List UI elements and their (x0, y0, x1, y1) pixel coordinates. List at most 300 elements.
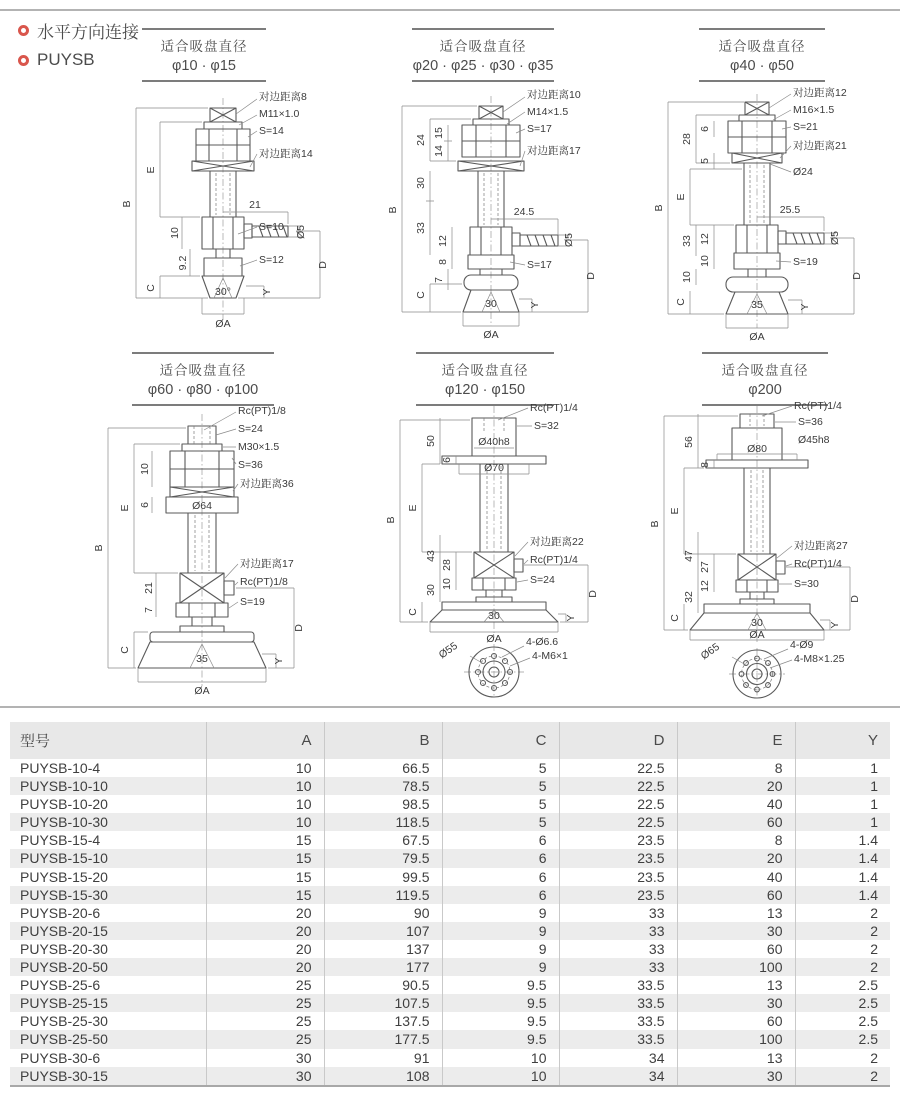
model-cell: PUYSB-15-20 (20, 868, 108, 885)
dimension-label: Rc(PT)1/8 (238, 405, 286, 417)
dimension-label: 4-M8×1.25 (794, 653, 845, 665)
table-row (10, 1030, 890, 1048)
value-cell: 1 (795, 759, 890, 777)
dimension-label: 30 (485, 298, 497, 310)
dimension-label: 对边距离21 (793, 140, 847, 152)
value-cell: 2.5 (795, 976, 890, 994)
dimension-label: Rc(PT)1/4 (794, 400, 842, 412)
fitting-outline (726, 102, 824, 314)
model-cell: PUYSB-25-50 (10, 1030, 206, 1048)
table-row (10, 813, 890, 831)
value-cell: 9 (442, 940, 559, 958)
dimension-label: Y (273, 657, 285, 665)
column-header: D (559, 722, 677, 759)
labels-layer (385, 402, 599, 662)
dimension-label: ØA (749, 331, 765, 343)
value-cell: 2 (795, 940, 890, 958)
value-cell: 22.5 (559, 759, 677, 777)
value-cell: 15 (206, 849, 324, 867)
dimension-label: S=10 (259, 221, 284, 233)
dimension-label: D (587, 590, 599, 598)
dimension-label: 6 (699, 126, 711, 132)
dimension-label: 30 (751, 617, 763, 629)
dimension-label: 12 (699, 580, 711, 592)
header-title: 适合吸盘直径 (441, 363, 529, 378)
leader-lines (769, 94, 791, 262)
model-cell: PUYSB-25-15 (10, 994, 206, 1012)
dimension-label: 对边距离14 (259, 148, 313, 160)
dimension-label: Y (829, 621, 841, 629)
value-cell: 20 (677, 849, 795, 867)
model-cell: PUYSB-15-10 (10, 849, 206, 867)
drawing-header-3 (699, 28, 825, 82)
dimension-label: 12 (437, 235, 449, 247)
value-cell: 20 (206, 958, 324, 976)
dimension-label: 对边距离17 (240, 558, 294, 570)
dimension-label: B (653, 204, 665, 212)
dimension-label: 30 (415, 177, 427, 189)
value-cell: 5 (442, 777, 559, 795)
value-cell: 6 (442, 868, 559, 886)
value-cell: 13 (677, 976, 795, 994)
value-cell: 99.5 (324, 868, 442, 886)
value-cell: 60 (677, 813, 795, 831)
dimension-label: E (145, 166, 157, 174)
dimension-label: S=14 (259, 125, 284, 137)
header-diameters: φ120 · φ150 (444, 382, 526, 398)
table-top-rule (0, 706, 900, 708)
bullet-icon (18, 55, 29, 66)
value-cell: 67.5 (324, 831, 442, 849)
dimension-label: ØA (194, 685, 210, 697)
value-cell: 30 (206, 1067, 324, 1086)
dimension-label: S=21 (793, 121, 818, 133)
technical-drawing-1 (118, 84, 368, 336)
dimension-label: S=30 (794, 578, 819, 590)
dimension-label: 25.5 (779, 204, 801, 216)
dimension-label: 35 (751, 299, 763, 311)
table-row (10, 868, 890, 886)
model-cell: PUYSB-20-15 (10, 922, 206, 940)
labels-layer (653, 86, 863, 343)
column-header: 型号 (10, 722, 206, 759)
dimension-label: C (669, 614, 681, 622)
value-cell: 30 (206, 1049, 324, 1067)
dimension-label: Ø5 (295, 224, 307, 240)
dimension-label: 8 (699, 462, 711, 468)
dimension-label: Rc(PT)1/4 (530, 554, 578, 566)
value-cell: 15 (206, 831, 324, 849)
column-header: Y (795, 722, 890, 759)
dimension-label: Ø40h8 (478, 436, 510, 448)
value-cell: 177 (324, 958, 442, 976)
dimension-label: E (407, 504, 419, 512)
technical-drawing-2 (386, 84, 636, 342)
header-diameters: φ40 · φ50 (730, 58, 794, 74)
column-header: A (206, 722, 324, 759)
value-cell: 2 (795, 904, 890, 922)
dimension-label: 9.2 (177, 255, 189, 271)
value-cell: 23.5 (559, 849, 677, 867)
bullet-icon (18, 25, 29, 36)
value-cell: 1.4 (795, 886, 890, 904)
dimension-label: 对边距离27 (794, 540, 848, 552)
value-cell: 108 (324, 1067, 442, 1086)
dimension-label: B (387, 206, 399, 214)
leader-lines (236, 99, 257, 266)
section-title-label: 水平方向连接 (37, 23, 139, 42)
dimension-label: 7 (143, 607, 155, 613)
value-cell: 23.5 (559, 886, 677, 904)
dimension-label: S=36 (798, 416, 823, 428)
dimension-label: 6 (441, 457, 453, 463)
dimension-label: 对边距离36 (240, 478, 294, 490)
section-title-series (18, 50, 139, 70)
value-cell: 10 (442, 1049, 559, 1067)
model-cell: PUYSB-10-4 (20, 760, 101, 776)
drawing-header-1 (142, 28, 266, 82)
value-cell: 60 (677, 940, 795, 958)
value-cell: 23.5 (559, 868, 677, 886)
value-cell: 10 (206, 813, 324, 831)
dimension-label: E (119, 504, 131, 512)
dimension-label: 4-Ø6.6 (526, 636, 559, 648)
dimension-label: S=12 (259, 254, 284, 266)
dimension-label: Rc(PT)1/8 (240, 576, 288, 588)
value-cell: 60 (677, 886, 795, 904)
column-header: E (677, 722, 795, 759)
dimension-label: Y (529, 301, 541, 309)
fitting-outline (458, 106, 558, 312)
dimension-label: Ø70 (484, 462, 504, 474)
model-cell: PUYSB-15-30 (10, 886, 206, 904)
dimension-label: S=17 (527, 123, 552, 135)
dimension-label: 50 (425, 435, 437, 447)
header-title: 适合吸盘直径 (160, 39, 248, 54)
dimension-label: 30 (488, 610, 500, 622)
model-cell: PUYSB-20-50 (10, 958, 206, 976)
table-row (10, 958, 890, 976)
value-cell: 20 (206, 904, 324, 922)
value-cell: 22.5 (559, 777, 677, 795)
technical-drawing-4 (92, 398, 342, 700)
value-cell: 107.5 (324, 994, 442, 1012)
value-cell: 2 (795, 1049, 890, 1067)
value-cell: 30 (677, 922, 795, 940)
value-cell: 33.5 (559, 976, 677, 994)
dimension-label: Ø65 (698, 640, 722, 663)
model-cell: PUYSB-20-6 (20, 904, 101, 921)
dimension-label: C (415, 291, 427, 299)
dimension-label: M16×1.5 (793, 104, 835, 116)
value-cell: 33 (559, 940, 677, 958)
dimension-label: 32 (683, 591, 695, 603)
value-cell: 22.5 (559, 813, 677, 831)
value-cell: 79.5 (324, 849, 442, 867)
value-cell: 2 (795, 1067, 890, 1086)
table-row (10, 994, 890, 1012)
header-diameters: φ10 · φ15 (172, 58, 236, 74)
value-cell: 9.5 (442, 1012, 559, 1030)
column-header: C (442, 722, 559, 759)
value-cell: 5 (442, 759, 559, 777)
dimension-label: M14×1.5 (527, 106, 569, 118)
value-cell: 98.5 (324, 795, 442, 813)
dimension-label: D (317, 261, 329, 269)
dimension-label: C (675, 298, 687, 306)
dimension-label: 33 (681, 235, 693, 247)
dimension-label: 56 (683, 436, 695, 448)
value-cell: 2.5 (795, 994, 890, 1012)
value-cell: 6 (442, 849, 559, 867)
dimension-label: Y (799, 303, 811, 311)
value-cell: 33 (559, 922, 677, 940)
dimension-label: 47 (683, 550, 695, 562)
dimension-label: M11×1.0 (259, 108, 300, 120)
dimension-label: 10 (681, 271, 693, 283)
table-row (10, 976, 890, 994)
value-cell: 2 (795, 922, 890, 940)
value-cell: 91 (324, 1049, 442, 1067)
value-cell: 9.5 (442, 976, 559, 994)
labels-layer (121, 90, 329, 330)
dimension-label: D (585, 272, 597, 280)
dimension-label: 43 (425, 550, 437, 562)
dimension-label: 30° (215, 286, 231, 298)
dimension-label: C (119, 646, 131, 654)
technical-drawing-5 (386, 398, 636, 700)
table-row (10, 940, 890, 958)
model-cell: PUYSB-10-30 (10, 813, 206, 831)
value-cell: 23.5 (559, 831, 677, 849)
value-cell: 5 (442, 813, 559, 831)
dimension-label: ØA (483, 329, 499, 341)
dimension-label: Ø24 (793, 166, 813, 178)
header-title: 适合吸盘直径 (721, 363, 809, 378)
header-title: 适合吸盘直径 (718, 39, 806, 54)
dimension-label: ØA (749, 629, 765, 641)
dimension-label: 28 (681, 133, 693, 145)
value-cell: 9.5 (442, 994, 559, 1012)
table-row (10, 795, 890, 813)
value-cell: 5 (442, 795, 559, 813)
spec-table-body (10, 759, 890, 1086)
dimension-label: Ø80 (747, 443, 767, 455)
value-cell: 33.5 (559, 1012, 677, 1030)
dimension-label: 对边距离22 (530, 536, 584, 548)
dimension-label: S=19 (793, 256, 818, 268)
labels-layer (93, 405, 305, 697)
dimension-label: M30×1.5 (238, 441, 280, 453)
value-cell: 107 (324, 922, 442, 940)
dimension-label: B (93, 544, 105, 552)
value-cell: 9 (442, 958, 559, 976)
value-cell: 13 (677, 904, 795, 922)
series-name-label: PUYSB (37, 50, 95, 69)
header-title: 适合吸盘直径 (439, 39, 527, 54)
dimension-label: 24 (415, 134, 427, 146)
value-cell: 9 (442, 904, 559, 922)
value-cell: 22.5 (559, 795, 677, 813)
dimension-lines (108, 428, 294, 682)
dimension-label: Y (261, 288, 273, 296)
value-cell: 119.5 (324, 886, 442, 904)
dimension-label: Ø5 (563, 232, 575, 248)
section-titles (18, 18, 139, 77)
dimension-label: B (121, 200, 133, 208)
value-cell: 20 (677, 777, 795, 795)
value-cell: 6 (442, 886, 559, 904)
dimension-label: S=24 (238, 423, 263, 435)
value-cell: 137.5 (324, 1012, 442, 1030)
dimension-label: 21 (143, 582, 155, 594)
dimension-label: D (293, 624, 305, 632)
dimension-label: 30 (425, 584, 437, 596)
value-cell: 10 (206, 795, 324, 813)
value-cell: 6 (442, 831, 559, 849)
value-cell: 40 (677, 868, 795, 886)
dimension-label: C (407, 608, 419, 616)
dimension-label: 33 (415, 222, 427, 234)
dimension-label: Ø5 (829, 230, 841, 246)
value-cell: 15 (206, 886, 324, 904)
dimension-label: 10 (139, 463, 151, 475)
labels-layer (649, 400, 861, 665)
leader-lines (503, 97, 525, 265)
table-row (10, 1049, 890, 1067)
table-row (10, 886, 890, 904)
dimension-label: 对边距离12 (793, 87, 847, 99)
header-title: 适合吸盘直径 (159, 363, 247, 378)
value-cell: 13 (677, 1049, 795, 1067)
value-cell: 8 (677, 831, 795, 849)
labels-layer (387, 88, 597, 341)
spec-table-header-row (10, 722, 890, 759)
dimension-lines (402, 106, 588, 326)
value-cell: 118.5 (324, 813, 442, 831)
dimension-label: S=36 (238, 459, 263, 471)
table-row (10, 1067, 890, 1086)
value-cell: 2.5 (795, 1012, 890, 1030)
dimension-label: 7 (433, 277, 445, 283)
model-cell: PUYSB-10-20 (20, 796, 108, 813)
table-row (10, 904, 890, 922)
value-cell: 33.5 (559, 994, 677, 1012)
dimension-label: 对边距离17 (527, 145, 581, 157)
dimension-label: S=17 (527, 259, 552, 271)
value-cell: 1.4 (795, 831, 890, 849)
value-cell: 1.4 (795, 849, 890, 867)
table-row (10, 1012, 890, 1030)
value-cell: 78.5 (324, 777, 442, 795)
value-cell: 90 (324, 904, 442, 922)
dimension-label: S=32 (534, 420, 559, 432)
dimension-label: 21 (249, 199, 261, 211)
header-diameters: φ60 · φ80 · φ100 (147, 382, 259, 398)
value-cell: 177.5 (324, 1030, 442, 1048)
value-cell: 137 (324, 940, 442, 958)
dimension-label: D (851, 272, 863, 280)
table-row (10, 777, 890, 795)
table-row (10, 849, 890, 867)
spec-table (10, 722, 890, 1087)
header-diameters: φ200 (748, 382, 782, 398)
dimension-label: B (385, 516, 397, 524)
dimension-label: 4-Ø9 (790, 639, 814, 651)
value-cell: 33 (559, 958, 677, 976)
value-cell: 66.5 (324, 759, 442, 777)
dimension-label: 6 (139, 502, 151, 508)
model-cell: PUYSB-20-30 (20, 940, 108, 957)
value-cell: 30 (677, 1067, 795, 1086)
value-cell: 33 (559, 904, 677, 922)
dimension-label: S=19 (240, 596, 265, 608)
value-cell: 40 (677, 795, 795, 813)
dimension-label: 10 (169, 227, 181, 239)
value-cell: 25 (206, 1012, 324, 1030)
value-cell: 25 (206, 976, 324, 994)
dimension-label: B (649, 520, 661, 528)
dimension-label: 10 (441, 578, 453, 590)
top-rule (0, 9, 900, 11)
value-cell: 15 (206, 868, 324, 886)
dimension-label: C (145, 284, 157, 292)
value-cell: 2 (795, 958, 890, 976)
column-header: B (324, 722, 442, 759)
value-cell: 10 (206, 759, 324, 777)
value-cell: 90.5 (324, 976, 442, 994)
dimension-label: Ø55 (436, 639, 460, 662)
drawing-header-2 (412, 28, 554, 82)
dimension-label: 10 (699, 255, 711, 267)
dimension-label: 14 (433, 145, 445, 157)
value-cell: 2.5 (795, 1030, 890, 1048)
table-row (10, 922, 890, 940)
value-cell: 1 (795, 777, 890, 795)
value-cell: 30 (677, 994, 795, 1012)
dimension-label: Ø64 (192, 500, 212, 512)
value-cell: 10 (206, 777, 324, 795)
section-title-connection (18, 18, 139, 43)
value-cell: 1 (795, 795, 890, 813)
dimension-label: 15 (433, 127, 445, 139)
dimension-label: 5 (699, 158, 711, 164)
dimension-label: Y (565, 614, 577, 622)
dimension-label: 对边距离10 (527, 89, 581, 101)
model-cell: PUYSB-30-15 (10, 1067, 206, 1086)
table-row (10, 759, 890, 777)
model-cell: PUYSB-15-4 (20, 832, 101, 849)
value-cell: 20 (206, 922, 324, 940)
value-cell: 8 (677, 759, 795, 777)
dimension-label: ØA (215, 318, 231, 330)
value-cell: 25 (206, 994, 324, 1012)
technical-drawing-3 (652, 84, 900, 342)
table-row (10, 831, 890, 849)
dimension-label: 8 (437, 259, 449, 265)
dimension-label: 24.5 (513, 206, 535, 218)
dimension-label: 35 (196, 653, 208, 665)
value-cell: 34 (559, 1067, 677, 1086)
value-cell: 9 (442, 922, 559, 940)
value-cell: 20 (206, 940, 324, 958)
value-cell: 33.5 (559, 1030, 677, 1048)
dimension-label: E (669, 507, 681, 515)
dimension-label: 27 (699, 561, 711, 573)
value-cell: 100 (677, 958, 795, 976)
value-cell: 100 (677, 1030, 795, 1048)
dimension-label: 12 (699, 233, 711, 245)
